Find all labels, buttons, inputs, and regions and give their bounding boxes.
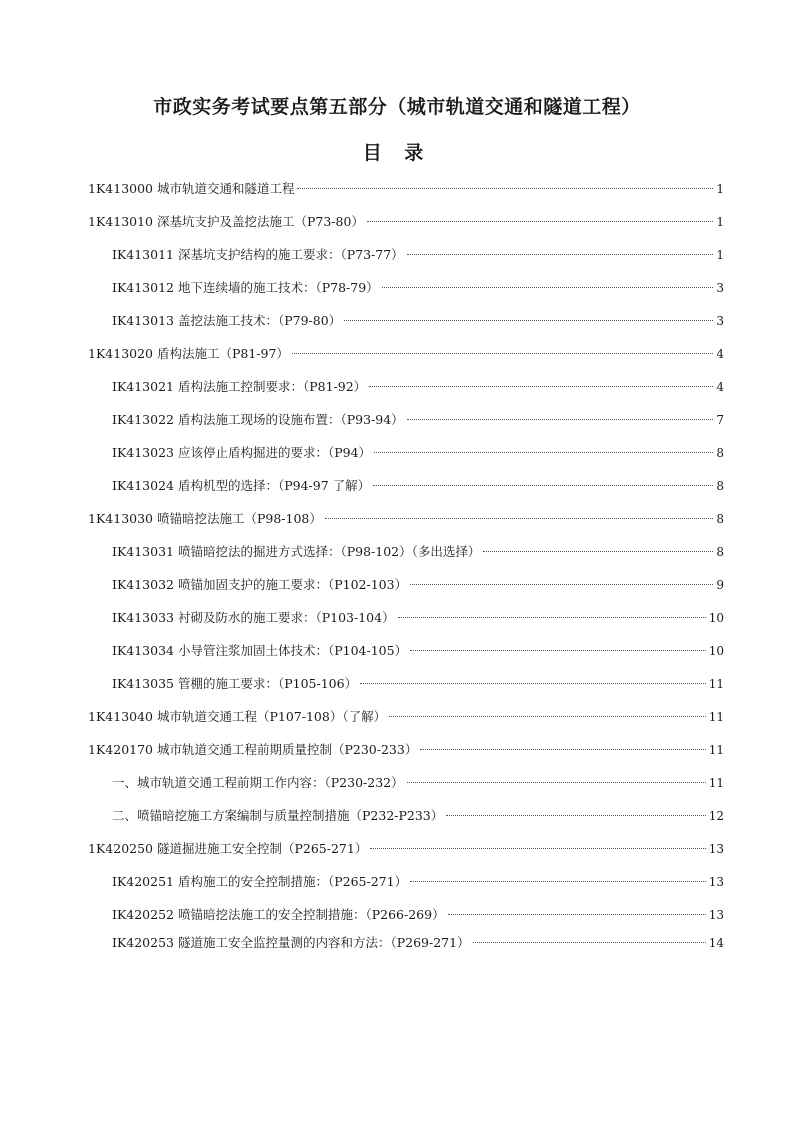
toc-dot-leader [382,287,714,288]
table-of-contents [88,178,724,965]
toc-entry[interactable] [88,211,724,244]
toc-page-number: 13 [708,842,724,856]
toc-page-number: 10 [708,644,724,658]
toc-entry-text: IK413011 深基坑支护结构的施工要求：（P73-77） [112,247,404,262]
toc-dot-leader [407,782,706,783]
toc-dot-leader [344,320,713,321]
toc-dot-leader [446,815,705,816]
toc-page-number: 8 [716,545,724,559]
toc-entry[interactable] [88,310,724,343]
toc-entry[interactable] [88,409,724,442]
toc-entry[interactable] [88,541,724,574]
toc-entry[interactable] [88,772,724,805]
toc-page-number: 1 [716,248,724,262]
toc-entry[interactable] [88,244,724,277]
toc-entry-text: 1K413000 城市轨道交通和隧道工程 [88,181,295,196]
toc-entry[interactable] [88,508,724,541]
toc-page-number: 13 [708,875,724,889]
toc-page-number: 10 [708,611,724,625]
toc-page-number: 1 [716,215,724,229]
toc-dot-leader [367,221,713,222]
toc-entry[interactable] [88,739,724,772]
toc-entry-text: IK413032 喷锚加固支护的施工要求：（P102-103） [112,577,408,592]
toc-entry-text: 1K413030 喷锚暗挖法施工（P98-108） [88,511,322,526]
toc-entry-text: IK413035 管棚的施工要求：（P105-106） [112,676,358,691]
toc-dot-leader [410,881,706,882]
toc-entry-text: IK413024 盾构机型的选择：（P94-97 了解） [112,478,371,493]
toc-entry-text: 二、喷锚暗挖施工方案编制与质量控制措施（P232-P233） [112,808,444,823]
toc-entry-text: IK413022 盾构法施工现场的设施布置：（P93-94） [112,412,404,427]
toc-dot-leader [420,749,705,750]
toc-entry[interactable] [88,178,724,211]
toc-entry-text: 1K413010 深基坑支护及盖挖法施工（P73-80） [88,214,364,229]
toc-entry[interactable] [88,376,724,409]
toc-dot-leader [360,683,706,684]
toc-heading: 目 录 [362,142,432,164]
toc-page-number: 13 [708,908,724,922]
toc-entry-text: 1K413020 盾构法施工（P81-97） [88,346,289,361]
toc-page-number: 4 [716,347,724,361]
toc-page-number: 11 [708,677,724,691]
toc-dot-leader [448,914,706,915]
toc-entry-text: IK413013 盖挖法施工技术：（P79-80） [112,313,342,328]
toc-dot-leader [370,848,705,849]
toc-dot-leader [292,353,713,354]
toc-page-number: 12 [708,809,724,823]
toc-dot-leader [473,942,706,943]
toc-entry[interactable] [88,706,724,739]
toc-page-number: 8 [716,512,724,526]
toc-entry-text: IK413021 盾构法施工控制要求：（P81-92） [112,379,367,394]
toc-dot-leader [483,551,713,552]
toc-entry[interactable] [88,673,724,706]
toc-entry[interactable] [88,442,724,475]
toc-entry-text: IK413031 喷锚暗挖法的掘进方式选择：（P98-102）（多出选择） [112,544,481,559]
document-title: 市政实务考试要点第五部分（城市轨道交通和隧道工程） [153,96,641,118]
toc-dot-leader [398,617,706,618]
toc-page-number: 4 [716,380,724,394]
toc-entry[interactable] [88,343,724,376]
toc-dot-leader [374,452,713,453]
toc-entry-text: IK420253 隧道施工安全监控量测的内容和方法：（P269-271） [112,935,470,950]
toc-entry-text: IK413012 地下连续墙的施工技术：（P78-79） [112,280,379,295]
toc-entry[interactable] [88,607,724,640]
toc-entry[interactable] [88,871,724,904]
toc-entry[interactable] [88,904,724,932]
toc-dot-leader [325,518,713,519]
toc-page-number: 7 [716,413,724,427]
toc-dot-leader [410,584,713,585]
toc-entry-text: 1K413040 城市轨道交通工程（P107-108）（了解） [88,709,387,724]
toc-page-number: 8 [716,479,724,493]
toc-entry[interactable] [88,640,724,673]
toc-dot-leader [410,650,706,651]
toc-entry-text: IK413023 应该停止盾构掘进的要求：（P94） [112,445,372,460]
toc-entry-text: IK413033 衬砌及防水的施工要求：（P103-104） [112,610,395,625]
toc-page-number: 8 [716,446,724,460]
toc-entry[interactable] [88,805,724,838]
toc-entry-text: IK420251 盾构施工的安全控制措施：（P265-271） [112,874,408,889]
toc-entry-text: IK413034 小导管注浆加固土体技术：（P104-105） [112,643,408,658]
toc-entry-text: 1K420170 城市轨道交通工程前期质量控制（P230-233） [88,742,418,757]
toc-page-number: 11 [708,710,724,724]
toc-entry[interactable] [88,475,724,508]
toc-page-number: 3 [716,281,724,295]
toc-entry-text: IK420252 喷锚暗挖法施工的安全控制措施：（P266-269） [112,907,445,922]
toc-entry[interactable] [88,838,724,871]
toc-dot-leader [373,485,713,486]
toc-page-number: 1 [716,182,724,196]
toc-page-number: 9 [716,578,724,592]
toc-entry[interactable] [88,932,724,965]
toc-dot-leader [389,716,706,717]
toc-page-number: 11 [708,743,724,757]
toc-entry-text: 1K420250 隧道掘进施工安全控制（P265-271） [88,841,368,856]
toc-dot-leader [407,419,714,420]
toc-entry-text: 一、城市轨道交通工程前期工作内容：（P230-232） [112,775,404,790]
toc-page-number: 3 [716,314,724,328]
toc-dot-leader [297,188,713,189]
toc-page-number: 14 [708,936,724,950]
toc-entry[interactable] [88,277,724,310]
toc-page-number: 11 [708,776,724,790]
toc-entry[interactable] [88,574,724,607]
toc-dot-leader [369,386,713,387]
toc-dot-leader [407,254,714,255]
